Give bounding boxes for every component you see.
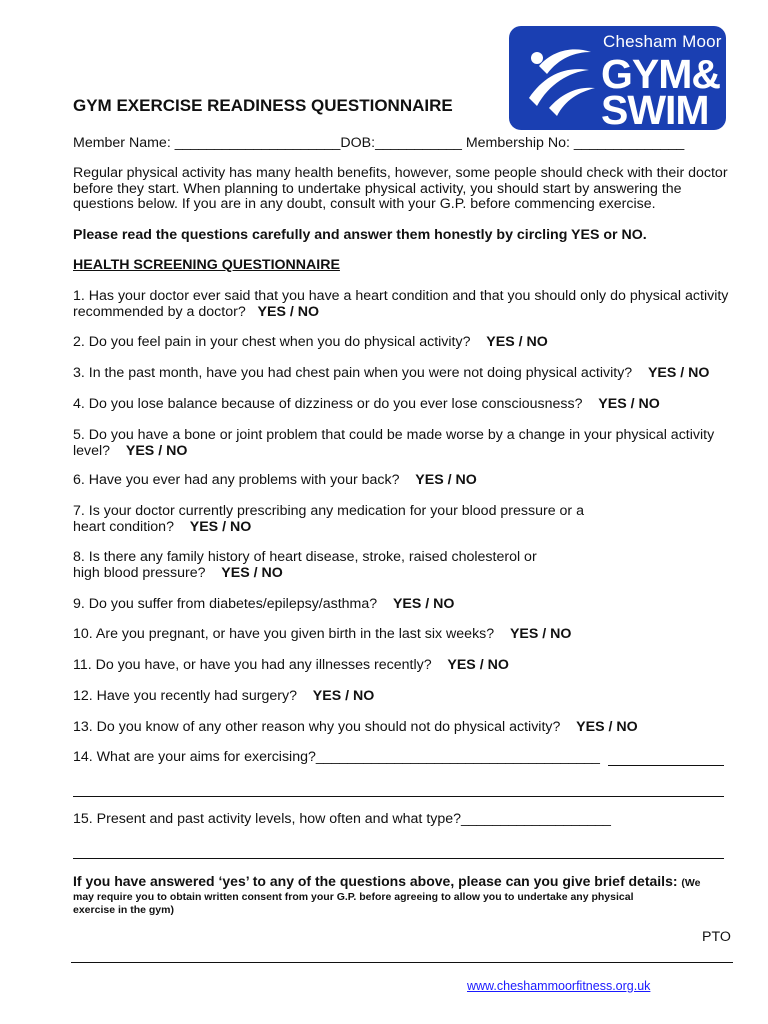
question-7 <box>73 504 584 535</box>
logo-top-text: Chesham Moor <box>603 32 722 51</box>
details-small-text: exercise in the gym) <box>73 904 174 916</box>
answer-line[interactable] <box>73 796 724 797</box>
question-text: 9. Do you suffer from diabetes/epilepsy/asthma? <box>73 596 378 612</box>
yes-no-answer[interactable]: YES / NO <box>125 442 188 459</box>
yes-no-answer[interactable]: YES / NO <box>509 626 572 642</box>
question-9 <box>73 597 454 613</box>
yes-no-answer[interactable]: YES / NO <box>221 564 283 581</box>
question-text: 11. Do you have, or have you had any illnesses recently? <box>73 657 432 673</box>
website-link[interactable]: www.cheshammoorfitness.org.uk <box>467 979 651 993</box>
question-14: 14. What are your aims for exercising?____________________________________ <box>73 749 600 765</box>
swimmer-icon <box>519 36 599 126</box>
yes-no-answer[interactable]: YES / NO <box>486 334 548 350</box>
question-text: 7. Is your doctor currently prescribing any medication for your blood pressure or a <box>73 503 584 519</box>
details-note <box>73 874 733 917</box>
question-text: 1. Has your doctor ever said that you have a heart condition and that you should only do physical activity <box>73 288 729 304</box>
question-text: recommended by a doctor? <box>73 303 246 320</box>
question-13 <box>73 720 638 736</box>
question-text: heart condition? <box>73 518 174 535</box>
question-text: 8. Is there any family history of heart disease, stroke, raised cholesterol or <box>73 549 537 565</box>
logo-gym-text: GYM& <box>601 51 720 97</box>
club-logo <box>509 26 726 130</box>
yes-no-answer[interactable]: YES / NO <box>576 719 638 735</box>
question-text: 12. Have you recently had surgery? <box>73 688 297 704</box>
question-3 <box>73 366 709 382</box>
instruction-text: Please read the questions carefully and answer them honestly by circling YES or NO. <box>73 227 647 243</box>
question-6 <box>73 473 477 489</box>
yes-no-answer[interactable]: YES / NO <box>415 472 477 488</box>
yes-no-answer[interactable]: YES / NO <box>392 596 455 612</box>
details-small-text: may require you to obtain written consent from your G.P. before agreeing to allow you to undertake any physical <box>73 891 634 903</box>
yes-no-answer[interactable]: YES / NO <box>447 657 509 673</box>
question-2 <box>73 335 548 351</box>
answer-line[interactable] <box>73 858 724 859</box>
question-text: 10. Are you pregnant, or have you given birth in the last six weeks? <box>73 626 495 642</box>
question-text: 6. Have you ever had any problems with your back? <box>73 472 400 488</box>
details-small-text: (We <box>681 877 701 889</box>
question-11 <box>73 658 509 674</box>
section-heading: HEALTH SCREENING QUESTIONNAIRE <box>73 257 340 273</box>
yes-no-answer[interactable]: YES / NO <box>598 396 660 412</box>
pto-label: PTO <box>702 929 731 945</box>
intro-line: Regular physical activity has many health benefits, however, some people should check with their doctor <box>73 165 728 181</box>
intro-line: questions below. If you are in any doubt, consult with your G.P. before commencing exercise. <box>73 196 656 212</box>
question-text: 3. In the past month, have you had chest pain when you were not doing physical activity? <box>73 365 633 381</box>
yes-no-answer[interactable]: YES / NO <box>257 303 320 320</box>
question-8 <box>73 550 537 581</box>
question-5 <box>73 428 714 459</box>
question-text: 2. Do you feel pain in your chest when you do physical activity? <box>73 334 471 350</box>
logo-swim-text: SWIM <box>601 87 709 130</box>
page-title: GYM EXERCISE READINESS QUESTIONNAIRE <box>73 96 453 115</box>
question-12 <box>73 689 374 705</box>
question-4 <box>73 397 660 413</box>
intro-line: before they start. When planning to undertake physical activity, you should start by answering the <box>73 180 682 197</box>
footer-divider <box>71 962 733 963</box>
question-text: high blood pressure? <box>73 564 206 581</box>
question-10 <box>73 627 571 643</box>
question-15: 15. Present and past activity levels, how often and what type?___________________ <box>73 811 611 827</box>
question-text: 5. Do you have a bone or joint problem that could be made worse by a change in your physical activity <box>73 427 715 443</box>
question-text: 13. Do you know of any other reason why you should not do physical activity? <box>73 719 561 735</box>
yes-no-answer[interactable]: YES / NO <box>189 518 252 535</box>
yes-no-answer[interactable]: YES / NO <box>647 365 710 381</box>
intro-paragraph <box>73 166 728 213</box>
answer-line[interactable] <box>608 765 724 766</box>
question-1 <box>73 289 728 320</box>
details-bold-text: If you have answered ‘yes’ to any of the questions above, please can you give brief details: <box>73 873 678 889</box>
question-text: 4. Do you lose balance because of dizziness or do you ever lose consciousness? <box>73 396 583 412</box>
question-text: level? <box>73 442 111 459</box>
yes-no-answer[interactable]: YES / NO <box>312 688 375 704</box>
member-details-line: Member Name: _____________________DOB:___________ Membership No: ______________ <box>73 135 685 151</box>
